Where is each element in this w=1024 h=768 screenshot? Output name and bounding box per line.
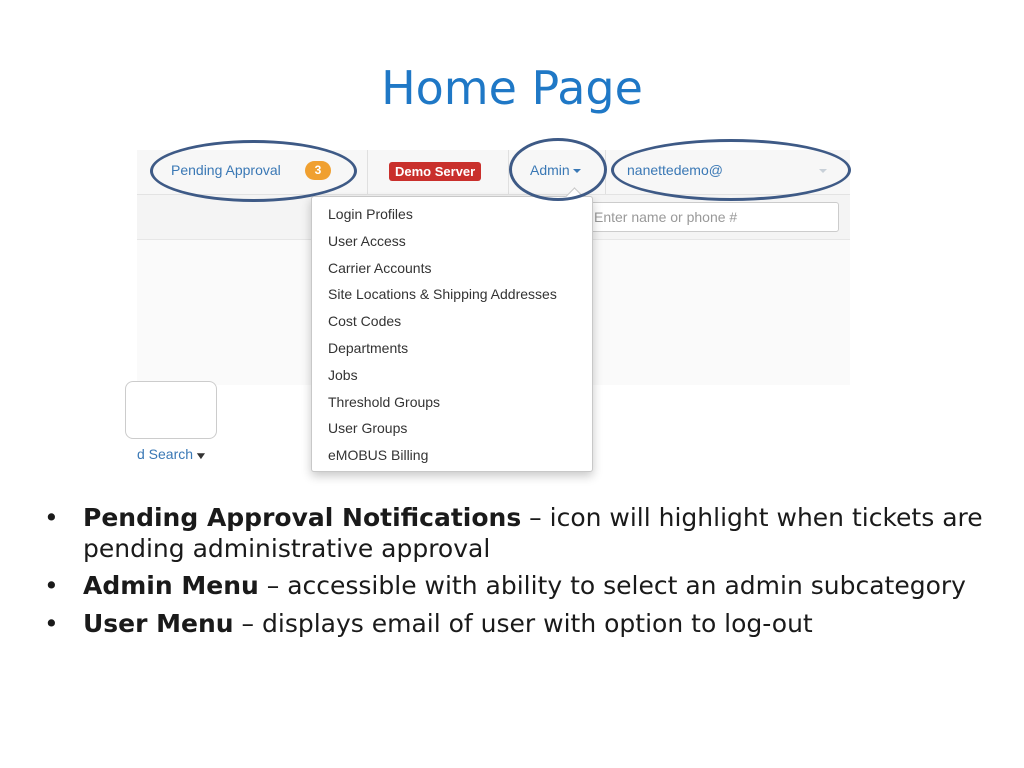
navbar-divider (605, 150, 606, 194)
admin-menu-item-user-access[interactable]: User Access (328, 232, 406, 249)
navbar-divider (508, 150, 509, 194)
demo-server-label: Demo Server (389, 162, 481, 181)
bullet-term: Pending Approval Notifications (83, 503, 522, 532)
search-input[interactable] (585, 202, 839, 232)
bullet-description: – icon will highlight when tickets are pending administrative approval (83, 503, 983, 563)
admin-menu-item-emobus-billing[interactable]: eMOBUS Billing (328, 447, 429, 464)
bullet-item (44, 609, 984, 640)
bullet-item (44, 503, 984, 564)
pending-approval-link[interactable]: Pending Approval (171, 162, 281, 178)
bullet-dot: • (44, 608, 59, 638)
bullet-dot: • (44, 503, 59, 532)
admin-menu-toggle[interactable] (530, 162, 581, 178)
app-screenshot (137, 138, 850, 475)
advanced-search-link[interactable] (137, 446, 206, 462)
caret-down-icon (573, 169, 581, 173)
admin-menu-label: Admin (530, 162, 570, 178)
admin-dropdown-menu (311, 196, 593, 472)
navbar-divider (367, 150, 368, 194)
bullet-list (44, 503, 984, 646)
admin-menu-item-threshold-groups[interactable]: Threshold Groups (328, 393, 441, 410)
admin-menu-item-cost-codes[interactable]: Cost Codes (328, 313, 402, 330)
search-box[interactable] (125, 381, 217, 439)
user-menu-toggle[interactable]: nanettedemo@ (627, 162, 723, 178)
slide-title: Home Page (381, 61, 643, 115)
admin-menu-item-login-profiles[interactable]: Login Profiles (328, 206, 413, 222)
pending-count-badge[interactable]: 3 (305, 161, 331, 180)
admin-menu-item-jobs[interactable]: Jobs (328, 366, 358, 383)
admin-menu-item-user-groups[interactable]: User Groups (328, 420, 408, 437)
user-menu-caret-icon[interactable] (819, 169, 827, 173)
admin-menu-item-departments[interactable]: Departments (328, 339, 409, 356)
bullet-description: – accessible with ability to select an admin subcategory (258, 571, 966, 600)
bullet-dot: • (44, 571, 59, 600)
bullet-item (44, 571, 984, 602)
advanced-search-label: d Search (137, 446, 194, 462)
chevron-down-icon: ▼ (194, 451, 208, 462)
bullet-term: User Menu (83, 608, 234, 638)
bullet-term: Admin Menu (83, 571, 259, 600)
admin-menu-item-site-locations[interactable]: Site Locations & Shipping Addresses (328, 286, 557, 303)
admin-menu-item-carrier-accounts[interactable]: Carrier Accounts (328, 259, 432, 276)
bullet-description: – displays email of user with option to log-out (233, 608, 813, 638)
